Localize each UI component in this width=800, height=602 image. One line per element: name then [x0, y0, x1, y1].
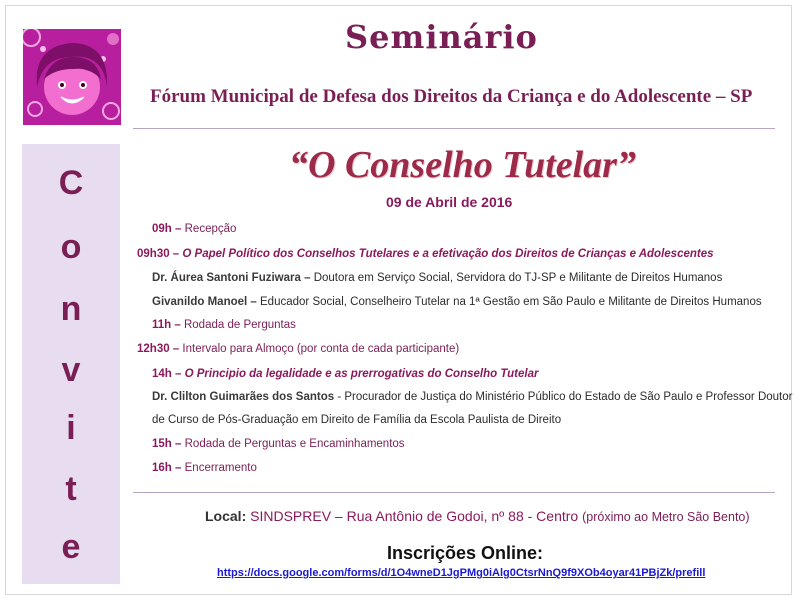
schedule-speaker: Dr. Áurea Santoni Fuziwara – — [152, 272, 311, 284]
registration-heading: Inscrições Online: — [387, 543, 544, 563]
schedule-text: Intervalo para Almoço (por conta de cada participante) — [182, 343, 460, 355]
schedule-text: - Procurador de Justiça do Ministério Público do Estado de São Paulo e Professor Doutor — [337, 391, 793, 403]
sidebar-letter: i — [66, 409, 76, 447]
event-location — [205, 508, 750, 524]
divider — [133, 492, 775, 493]
schedule-item — [152, 272, 722, 284]
location-address: SINDSPREV – Rua Antônio de Godoi, nº 88 - Centro — [250, 508, 579, 524]
sidebar-letter: e — [61, 528, 81, 566]
schedule-text: Rodada de Perguntas — [183, 319, 296, 331]
sidebar-letter: o — [60, 228, 82, 266]
schedule-text: de Curso de Pós-Graduação em Direito de Família da Escola Paulista de Direito — [152, 414, 562, 426]
schedule-time: 16h – — [152, 462, 182, 474]
schedule-time: 09h30 – — [137, 248, 180, 260]
schedule-text: Doutora em Serviço Social, Servidora do TJ-SP e Militante de Direitos Humanos — [313, 272, 723, 284]
schedule-text: Educador Social, Conselheiro Tutelar na 1ª Gestão em São Paulo e Militante de Direitos Humanos — [260, 296, 762, 308]
event-title: “O Conselho Tutelar” — [289, 144, 636, 186]
registration-link[interactable]: https://docs.google.com/forms/d/1O4wneD1JgPMg0iAlg0CtsrNnQ9f9XOb4oyar41PBjZk/prefill — [217, 567, 706, 579]
schedule-item — [137, 343, 459, 355]
schedule-text: Encerramento — [184, 462, 257, 474]
schedule-time: 12h30 – — [137, 343, 180, 355]
schedule-item — [152, 296, 762, 308]
schedule-talk: O Papel Político dos Conselhos Tutelares e a efetivação dos Direitos de Crianças e Adolescentes — [182, 248, 714, 260]
sidebar-letter: C — [58, 164, 84, 202]
schedule-text: Recepção — [184, 223, 237, 235]
sidebar-convite — [22, 144, 120, 584]
divider — [133, 128, 775, 129]
child-face-logo-icon — [23, 29, 121, 125]
schedule-time: 11h – — [152, 319, 181, 331]
schedule-item — [137, 248, 714, 260]
page-subtitle: Fórum Municipal de Defesa dos Direitos da Criança e do Adolescente – SP — [150, 86, 753, 107]
schedule-time: 15h – — [152, 438, 182, 450]
logo — [23, 29, 121, 125]
schedule-item — [152, 368, 538, 380]
schedule-speaker: Dr. Clilton Guimarães dos Santos — [152, 391, 335, 403]
schedule-item — [152, 319, 296, 331]
page-title: Seminário — [345, 18, 538, 56]
schedule-talk: O Principio da legalidade e as prerrogativas do Conselho Tutelar — [184, 368, 539, 380]
event-date: 09 de Abril de 2016 — [386, 194, 513, 210]
schedule-time: 14h – — [152, 368, 182, 380]
location-label: Local: — [205, 508, 247, 524]
sidebar-letter: v — [61, 351, 81, 389]
schedule-item — [152, 462, 257, 474]
schedule-item — [152, 223, 236, 235]
schedule-item — [152, 391, 792, 403]
sidebar-letter: n — [60, 290, 82, 328]
schedule-text: Rodada de Perguntas e Encaminhamentos — [184, 438, 405, 450]
schedule-item — [152, 414, 561, 426]
schedule-speaker: Givanildo Manoel – — [152, 296, 257, 308]
location-note: (próximo ao Metro São Bento) — [582, 510, 750, 524]
sidebar-letter: t — [65, 470, 77, 508]
schedule-time: 09h – — [152, 223, 182, 235]
schedule-item — [152, 438, 405, 450]
